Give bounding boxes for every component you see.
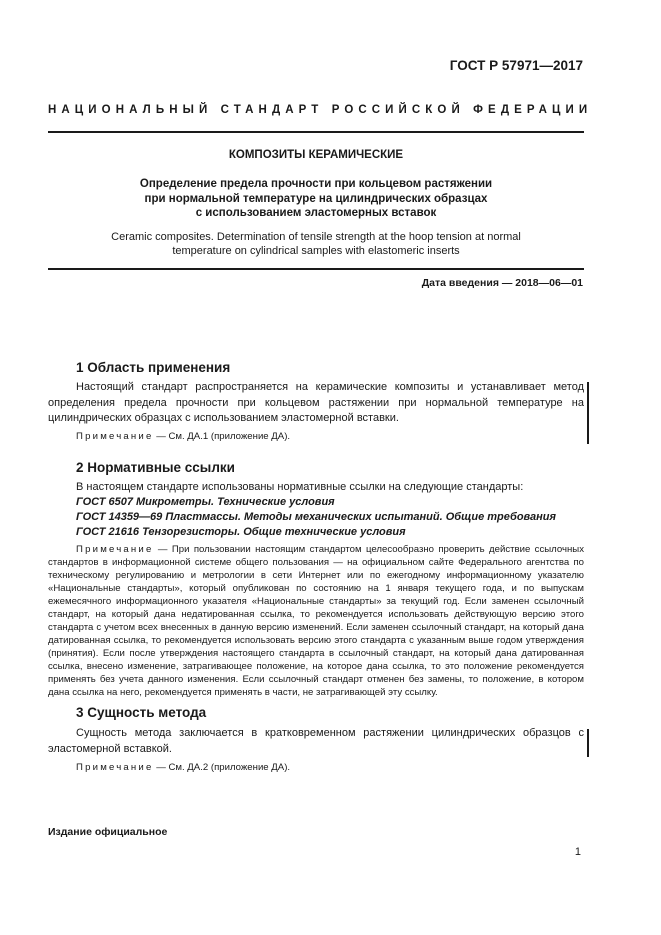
section-3-heading: 3 Сущность метода [76, 705, 207, 720]
change-bar [587, 729, 589, 757]
section-1-heading: 1 Область применения [76, 360, 231, 375]
national-standard-heading: НАЦИОНАЛЬНЫЙ СТАНДАРТ РОССИЙСКОЙ ФЕДЕРАЦИИ [48, 104, 593, 116]
top-divider [48, 131, 584, 133]
title-divider [48, 268, 584, 270]
english-title: Ceramic composites. Determination of tensile strength at the hoop tension at normal temperature on cylindrical samples with elastomeric inserts [111, 231, 521, 257]
page-number: 1 [574, 846, 581, 858]
edition-label: Издание официальное [48, 826, 168, 838]
section-1-text: Настоящий стандарт распространяется на керамические композиты и устанавливает метод определения предела прочности при кольцевом растяжении при нормальной температуре на цилиндрических образцах с использованием эластомерной вставки. [48, 381, 584, 424]
document-subtitle: Определение предела прочности при кольцевом растяжении при нормальной температуре на цилиндрических образцах с использованием эластомерных вставок [139, 178, 493, 219]
document-title: КОМПОЗИТЫ КЕРАМИЧЕСКИЕ [228, 149, 404, 161]
section-2-lead: В настоящем стандарте использованы нормативные ссылки на следующие стандарты: [76, 481, 524, 493]
section-3-note: Примечание — См. ДА.2 (приложение ДА). [76, 762, 291, 773]
section-1-note: Примечание — См. ДА.1 (приложение ДА). [76, 431, 291, 442]
section-3-text: Сущность метода заключается в кратковременном растяжении цилиндрических образцов с эластомерной вставкой. [48, 727, 584, 755]
section-2-heading: 2 Нормативные ссылки [76, 460, 235, 475]
standard-code: ГОСТ Р 57971—2017 [449, 58, 583, 73]
introduction-date: Дата введения — 2018—06—01 [421, 277, 583, 289]
section-2-note: Примечание — При пользовании настоящим стандартом целесообразно проверить действие ссылочных стандартов в информационной системе общего пользования — на официальном сайте Федерального агентства по техническому регулированию и метрологии в сети Интернет или по ежегодному информационному указателю «Национальные стандарты», который опубликован по состоянию на 1 января текущего года, и по выпускам ежемесячного информационного указателя «Национальные стандарты» за текущий год. Если заменен ссылочный стандарт, на который дана недатированная ссылка, то рекомендуется использовать действующую версию этого стандарта с учетом всех внесенных в данную версию изменений. Если заменен ссылочный стандарт, на который дана датированная ссылка, то рекомендуется использовать версию этого стандарта с указанным выше годом утверждения (принятия). Если после утверждения настоящего стандарта в ссылочный стандарт, на который дана датированная ссылка, внесено изменение, затрагивающее положение, на которое дана ссылка, то это положение рекомендуется применять без учета данного изменения. Если ссылочный стандарт отменен без замены, то положение, в котором дана ссылка на него, рекомендуется применять в части, не затрагивающей эту ссылку. [48, 544, 584, 698]
reference-item: ГОСТ 6507 Микрометры. Технические условия [76, 496, 335, 508]
reference-item: ГОСТ 14359—69 Пластмассы. Методы механических испытаний. Общие требования [76, 511, 556, 523]
reference-item: ГОСТ 21616 Тензорезисторы. Общие технические условия [76, 526, 406, 538]
change-bar [587, 382, 589, 444]
